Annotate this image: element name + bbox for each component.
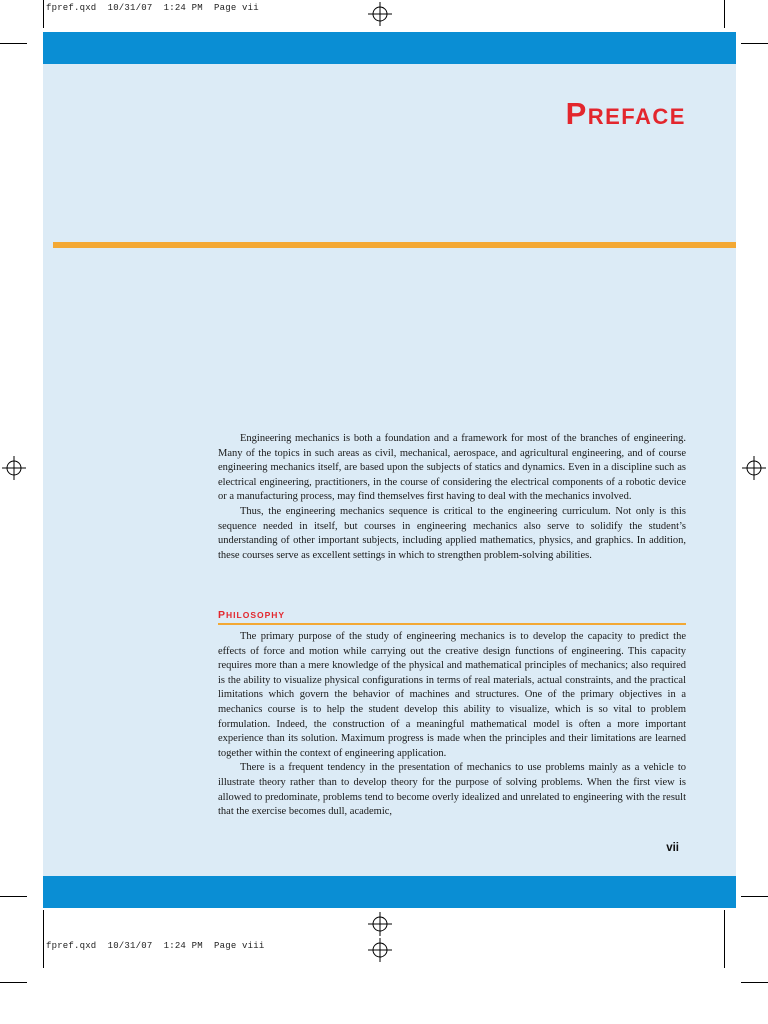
crop-mark-bottom-right-h xyxy=(741,896,768,897)
crop-mark-bottom-right-v xyxy=(724,910,725,968)
intro-text xyxy=(218,432,686,563)
crop-mark-bottom-left-v xyxy=(43,910,44,968)
philosophy-paragraph: There is a frequent tendency in the presentation of mechanics to use problems mainly as a vehicle to illustrate theory rather than to develop theory for the purpose of solving problems. When the first view is allowed to predominate, problems tend to become overly idealized and unrelated to engineering with the result that the exercise becomes dull, academic, xyxy=(218,762,686,818)
section-rule xyxy=(218,623,686,625)
print-slug-bottom: fpref.qxd 10/31/07 1:24 PM Page viii xyxy=(46,941,265,951)
title-rule xyxy=(53,242,736,248)
print-slug-top: fpref.qxd 10/31/07 1:24 PM Page vii xyxy=(46,3,259,13)
registration-mark-right-icon xyxy=(742,456,766,480)
crop-mark-bottom-left-h xyxy=(0,896,27,897)
crop-mark-top-left-v xyxy=(43,0,44,28)
crop-mark-top-right-v xyxy=(724,0,725,28)
book-page xyxy=(43,32,736,908)
registration-mark-left-icon xyxy=(2,456,26,480)
registration-mark-bottom-icon xyxy=(368,912,392,936)
section-heading-philosophy: PHILOSOPHY xyxy=(218,609,286,621)
page-title: PREFACE xyxy=(565,96,686,131)
intro-paragraph: Thus, the engineering mechanics sequence is critical to the engineering curriculum. Not only is this sequence needed in itself, but courses in engineering mechanics also serve to solidify the student’s understanding of other important subjects, including applied mathematics, physics, and graphics. In addition, these courses serve as excellent settings in which to strengthen problem-solving abilities. xyxy=(218,505,686,561)
page-number: vii xyxy=(666,842,679,854)
crop-mark-next-page-left-h xyxy=(0,982,27,983)
crop-mark-top-right-h xyxy=(741,43,768,44)
philosophy-text xyxy=(218,630,686,820)
registration-mark-top-icon xyxy=(368,2,392,26)
bottom-color-band xyxy=(43,876,736,908)
crop-mark-top-left-h xyxy=(0,43,27,44)
top-color-band xyxy=(43,32,736,64)
crop-mark-next-page-right-h xyxy=(741,982,768,983)
intro-paragraph: Engineering mechanics is both a foundation and a framework for most of the branches of engineering. Many of the topics in such areas as civil, mechanical, aerospace, and agricultural engineering, and of course engineering mechanics itself, are based upon the subjects of statics and dynamics. Even in a discipline such as electrical engineering, practitioners, in the course of considering the electrical components of a robotic device or a manufacturing process, may find themselves first having to deal with the mechanics involved. xyxy=(218,433,686,503)
philosophy-paragraph: The primary purpose of the study of engineering mechanics is to develop the capacity to predict the effects of force and motion while carrying out the creative design functions of engineering. This capacity requires more than a mere knowledge of the physical and mathematical principles of mechanics; also required is the ability to visualize physical configurations in terms of real materials, actual constraints, and the practical limitations which govern the behavior of machines and structures. One of the primary objectives in a mechanics course is to help the student develop this ability to visualize, which is so vital to problem formulation. Indeed, the construction of a meaningful mathematical model is often a more important experience than its solution. Maximum progress is made when the principles and their limitations are learned together within the context of engineering application. xyxy=(218,631,686,759)
registration-mark-next-page-icon xyxy=(368,938,392,962)
